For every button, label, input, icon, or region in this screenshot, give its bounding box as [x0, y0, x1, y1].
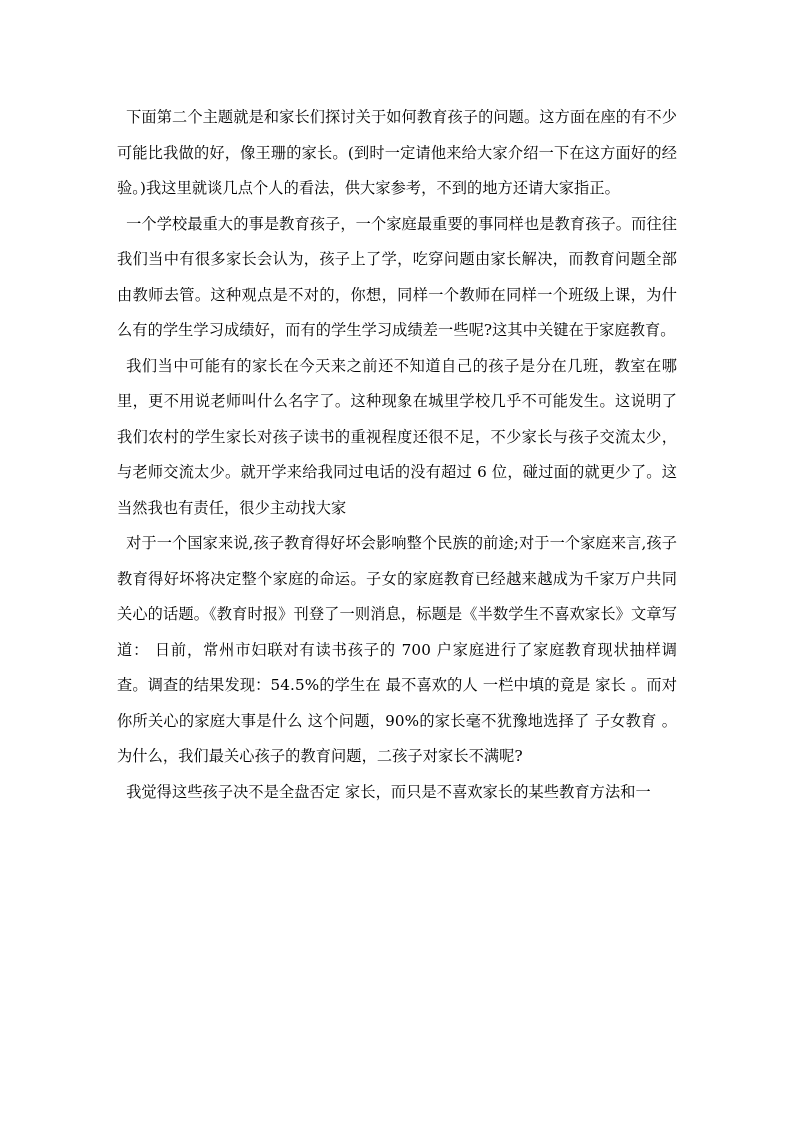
document-page [117, 100, 677, 810]
paragraph-1: 下面第二个主题就是和家长们探讨关于如何教育孩子的问题。这方面在座的有不少可能比我做的好，像王珊的家长。(到时一定请他来给大家介绍一下在这方面好的经验。)我这里就谈几点个人的看法，供大家参考，不到的地方还请大家指正。 [117, 108, 677, 197]
paragraph-2: 一个学校最重大的事是教育孩子，一个家庭最重要的事同样也是教育孩子。而往往我们当中有很多家长会认为，孩子上了学，吃穿问题由家长解决，而教育问题全部由教师去管。这种观点是不对的，你想，同样一个教师在同样一个班级上课，为什么有的学生学习成绩好，而有的学生学习成绩差一些呢?这其中关键在于家庭教育。 [117, 214, 677, 339]
paragraph-4: 对于一个国家来说,孩子教育得好坏会影响整个民族的前途;对于一个家庭来言,孩子教育得好坏将决定整个家庭的命运。子女的家庭教育已经越来越成为千家万户共同关心的话题。《教育时报》刊登了一则消息，标题是《半数学生不喜欢家长》文章写道： 日前，常州市妇联对有读书孩子的 700 户家庭进行了家庭教育现状抽样调查。调查的结果发现：54.5%的学生在 最不喜欢的人 一栏中填的竟是 家长 。而对 你所关心的家庭大事是什么 这个问题，90%的家长毫不犹豫地选择了 子女教育 。为什么，我们最关心孩子的教育问题，二孩子对家长不满呢? [117, 534, 677, 765]
paragraph-5: 我觉得这些孩子决不是全盘否定 家长，而只是不喜欢家长的某些教育方法和一 [126, 782, 651, 801]
paragraph-3: 我们当中可能有的家长在今天来之前还不知道自己的孩子是分在几班，教室在哪里，更不用说老师叫什么名字了。这种现象在城里学校几乎不可能发生。这说明了我们农村的学生家长对孩子读书的重视程度还很不足，不少家长与孩子交流太少，与老师交流太少。就开学来给我同过电话的没有超过 6 位，碰过面的就更少了。这当然我也有责任，很少主动找大家 [117, 356, 677, 517]
